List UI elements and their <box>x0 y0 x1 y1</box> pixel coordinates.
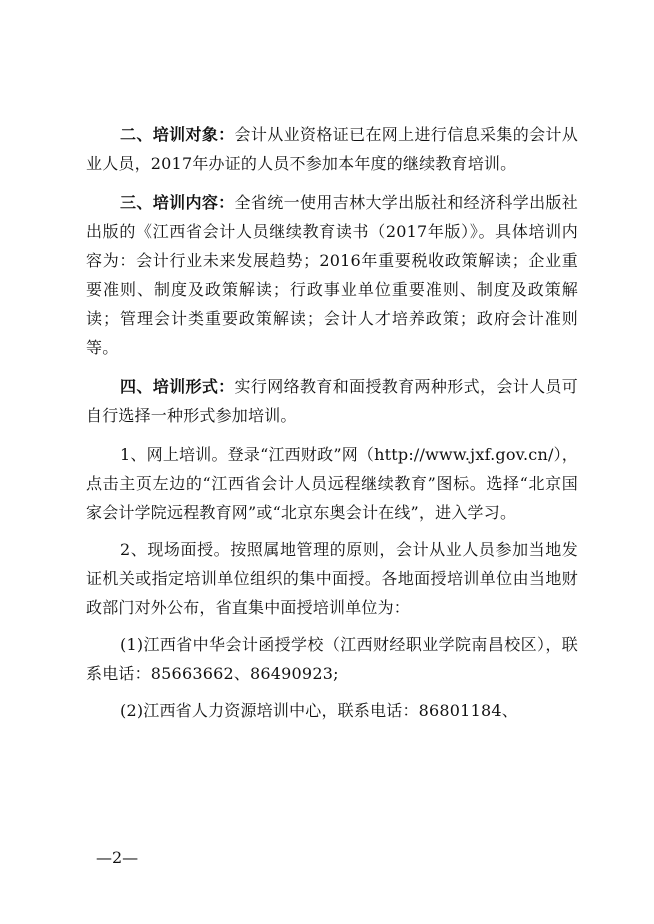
page-number: —2— <box>96 848 139 867</box>
section-heading: 二、培训对象： <box>120 125 235 144</box>
section-text: 实行网络教育和面授教育两种形式，会计人员可自行选择一种形式参加培训。 <box>86 377 578 425</box>
sub-item-1: (1)江西省中华会计函授学校（江西财经职业学院南昌校区），联系电话：85663662、86490923; <box>86 635 578 683</box>
section-heading: 四、培训形式： <box>120 377 235 396</box>
item-online-training: 1、网上培训。登录“江西财政”网（http://www.jxf.gov.cn/），点击主页左边的“江西省会计人员远程继续教育”图标。选择“北京国家会计学院远程教育网”或“北京东奥会计在线”，进入学习。 <box>86 445 578 522</box>
item-onsite-training: 2、现场面授。按照属地管理的原则，会计从业人员参加当地发证机关或指定培训单位组织的集中面授。各地面授培训单位由当地财政部门对外公布，省直集中面授培训单位为： <box>86 540 578 617</box>
section-heading: 三、培训内容： <box>120 193 235 212</box>
document-body <box>86 120 578 733</box>
section-training-content <box>86 188 578 362</box>
section-text: 会计从业资格证已在网上进行信息采集的会计从业人员，2017年办证的人员不参加本年度的继续教育培训。 <box>86 125 578 173</box>
section-text: 全省统一使用吉林大学出版社和经济科学出版社出版的《江西省会计人员继续教育读书（2017年版）》。具体培训内容为：会计行业未来发展趋势；2016年重要税收政策解读；企业重要准则、制度及政策解读；行政事业单位重要准则、制度及政策解读；管理会计类重要政策解读；会计人才培养政策；政府会计准则等。 <box>86 193 578 357</box>
section-training-targets <box>86 120 578 178</box>
section-training-format <box>86 372 578 430</box>
sub-item-2: (2)江西省人力资源培训中心，联系电话：86801184、 <box>120 701 518 720</box>
